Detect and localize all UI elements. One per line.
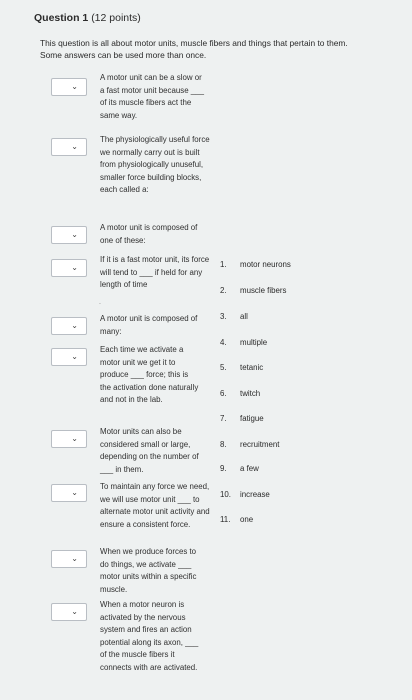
chevron-down-icon: ⌄ (71, 352, 78, 361)
prompt-8: To maintain any force we need, we will use motor unit ___ to alternate motor unit activity and ensure a consistent force. (100, 482, 210, 529)
chevron-down-icon: ⌄ (71, 82, 78, 91)
answer-option: 4. multiple (220, 338, 268, 347)
answer-option: 1. motor neurons (220, 260, 291, 269)
answer-select-7[interactable] (51, 430, 87, 448)
prompt-7: Motor units can also be considered small or large, depending on the number of ___ in them. (100, 427, 199, 474)
answer-select-9[interactable] (51, 550, 87, 568)
prompt-3: A motor unit is composed of one of these: (100, 223, 198, 245)
chevron-down-icon: ⌄ (71, 230, 78, 239)
answer-select-2[interactable] (51, 138, 87, 156)
question-intro (40, 37, 400, 61)
answer-option: 11. one (220, 515, 254, 524)
answer-option: 10. increase (220, 490, 270, 499)
answer-option: 6. twitch (220, 389, 261, 398)
answer-option: 7. fatigue (220, 414, 264, 423)
question-title (34, 12, 141, 24)
answer-select-8[interactable] (51, 484, 87, 502)
answer-select-4[interactable] (51, 259, 87, 277)
chevron-down-icon: ⌄ (71, 488, 78, 497)
prompt-10: When a motor neuron is activated by the nervous system and fires an action potential along its axon, ___ of the muscle fibers it connects with are activated. (100, 600, 199, 672)
prompt-2: The physiologically useful force we normally carry out is built from physiologically unuseful, smaller force building blocks, each called a: (100, 135, 210, 195)
prompt-6: Each time we activate a motor unit we get it to produce ___ force; this is the activation done naturally and not in the lab. (100, 345, 199, 405)
chevron-down-icon: ⌄ (71, 554, 78, 563)
chevron-down-icon: ⌄ (71, 607, 78, 616)
prompt-4: If it is a fast motor unit, its force will tend to ___ if held for any length of time (100, 255, 210, 290)
chevron-down-icon: ⌄ (71, 321, 78, 330)
answer-option: 9. a few (220, 464, 259, 473)
answer-select-5[interactable] (51, 317, 87, 335)
answer-select-1[interactable] (51, 78, 87, 96)
answer-option: 2. muscle fibers (220, 286, 287, 295)
prompt-9: When we produce forces to do things, we activate ___ motor units within a specific muscle. (100, 547, 197, 594)
question-points: (12 points) (91, 12, 141, 24)
chevron-down-icon: ⌄ (71, 142, 78, 151)
answer-option: 8. recruitment (220, 440, 280, 449)
answer-select-3[interactable] (51, 226, 87, 244)
answer-option: 3. all (220, 312, 248, 321)
intro-line-1: This question is all about motor units, muscle fibers and things that pertain to them. (40, 38, 348, 48)
question-number: Question 1 (34, 12, 89, 24)
separator-dot: . (99, 299, 101, 306)
intro-line-2: Some answers can be used more than once. (40, 50, 207, 60)
prompt-5: A motor unit is composed of many: (100, 314, 198, 336)
prompt-1: A motor unit can be a slow or a fast motor unit because ___ of its muscle fibers act the same way. (100, 73, 204, 120)
chevron-down-icon: ⌄ (71, 263, 78, 272)
answer-select-10[interactable] (51, 603, 87, 621)
answer-option: 5. tetanic (220, 363, 264, 372)
answer-select-6[interactable] (51, 348, 87, 366)
chevron-down-icon: ⌄ (71, 434, 78, 443)
